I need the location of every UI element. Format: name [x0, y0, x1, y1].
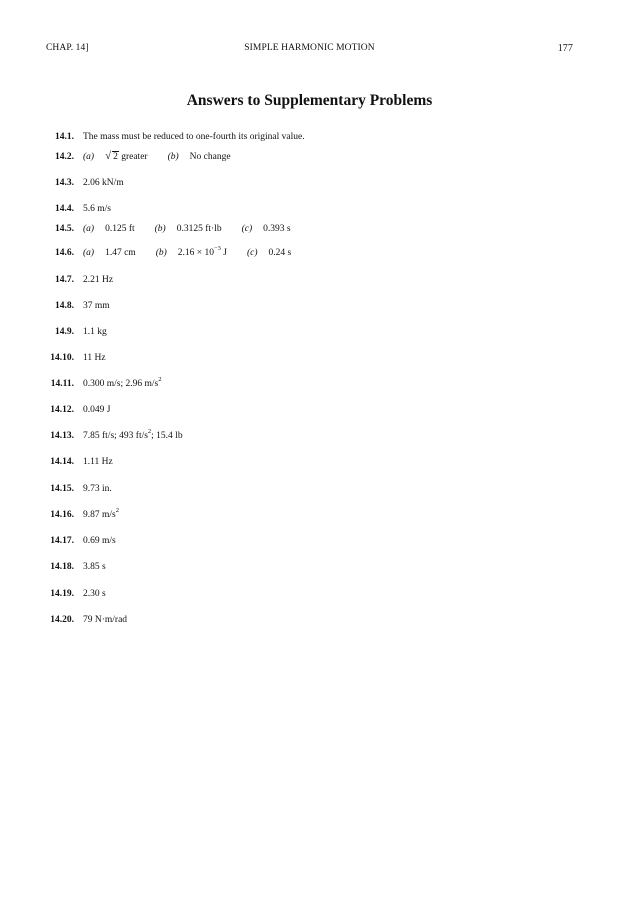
- answer-14-10: [0, 353, 619, 367]
- answer-text: [83, 506, 119, 520]
- answer-number: 14.4.: [55, 204, 74, 214]
- part-a-label: (a): [83, 224, 95, 234]
- part-b-exponent: −3: [214, 244, 221, 252]
- answer-text: 2.06 kN/m: [83, 178, 124, 188]
- answer-parts: [83, 224, 291, 234]
- answer-text: 5.6 m/s: [83, 204, 111, 214]
- exponent: 2: [158, 375, 162, 383]
- exponent: 2: [115, 506, 119, 514]
- answer-number: 14.7.: [55, 275, 74, 285]
- answer-number: 14.15.: [50, 484, 74, 494]
- running-title: SIMPLE HARMONIC MOTION: [244, 43, 375, 53]
- part-b-label: (b): [167, 152, 179, 162]
- part-a-text: 0.125 ft: [105, 224, 135, 234]
- answer-value: 9.87 m/s: [83, 510, 116, 520]
- answer-parts: [83, 152, 231, 162]
- part-b-text: 2.16 × 10: [177, 248, 214, 258]
- part-b-text: No change: [189, 152, 231, 162]
- answer-number: 14.12.: [50, 405, 74, 415]
- answer-14-14: [0, 457, 619, 471]
- answer-14-17: [0, 536, 619, 550]
- answer-text: 2.21 Hz: [83, 275, 114, 285]
- answer-14-7: [0, 275, 619, 289]
- answer-number: 14.6.: [55, 248, 74, 258]
- answer-number: 14.11.: [50, 379, 74, 389]
- chapter-label: CHAP. 14]: [46, 43, 89, 53]
- answer-14-9: [0, 327, 619, 341]
- exponent: 2: [147, 427, 152, 435]
- answer-text: [83, 375, 162, 389]
- part-c-label: (c): [247, 248, 258, 258]
- part-b-unit: J: [220, 248, 227, 258]
- answer-text: 1.1 kg: [83, 327, 107, 337]
- section-title: Answers to Supplementary Problems: [186, 92, 433, 109]
- answer-value: 0.300 m/s; 2.96 m/s: [83, 379, 159, 389]
- answer-number: 14.16.: [50, 510, 74, 520]
- answer-number: 14.19.: [50, 589, 74, 599]
- part-b-label: (b): [154, 224, 166, 234]
- page-number: 177: [557, 43, 573, 54]
- answer-number: 14.10.: [50, 353, 74, 363]
- answer-number: 14.1.: [55, 132, 74, 142]
- answer-14-19: [0, 589, 619, 603]
- answer-number: 14.14.: [50, 457, 74, 467]
- answer-14-1: [0, 132, 619, 146]
- answer-parts: [83, 244, 292, 258]
- answer-number: 14.18.: [50, 562, 74, 572]
- sqrt-symbol: √ 2: [105, 150, 118, 162]
- part-b-text: 0.3125 ft·lb: [176, 224, 222, 234]
- answer-14-4: [0, 204, 619, 218]
- answer-14-12: [0, 405, 619, 419]
- answer-14-11: [0, 375, 619, 393]
- answer-14-16: [0, 506, 619, 524]
- answer-text: 2.30 s: [83, 589, 106, 599]
- part-b-label: (b): [155, 248, 167, 258]
- part-c-label: (c): [241, 224, 253, 234]
- part-a-text: 1.47 cm: [105, 248, 136, 258]
- answer-text: 11 Hz: [83, 353, 106, 363]
- answer-text: 9.73 in.: [83, 484, 112, 494]
- part-a-label: (a): [83, 152, 95, 162]
- answer-text: 37 mm: [83, 301, 110, 311]
- answer-value: 7.85 ft/s; 493 ft/s: [83, 431, 148, 441]
- answer-14-13: [0, 427, 619, 445]
- answer-number: 14.20.: [50, 615, 74, 625]
- answer-text: The mass must be reduced to one-fourth its original value.: [83, 132, 305, 142]
- answer-14-20: [0, 615, 619, 629]
- answer-14-6: [0, 244, 619, 262]
- radicand: 2: [113, 152, 118, 162]
- answer-value-rest: ; 15.4 lb: [151, 431, 183, 441]
- answer-text: 0.69 m/s: [83, 536, 116, 546]
- answer-14-15: [0, 484, 619, 498]
- answer-14-5: [0, 224, 619, 238]
- answer-number: 14.2.: [55, 152, 74, 162]
- answer-text: [83, 427, 183, 441]
- answer-14-8: [0, 301, 619, 315]
- answer-text: 0.049 J: [83, 405, 111, 415]
- answer-number: 14.8.: [55, 301, 74, 311]
- answer-14-2: [0, 152, 619, 166]
- answer-text: 79 N·m/rad: [83, 615, 128, 625]
- answer-text: 3.85 s: [83, 562, 106, 572]
- part-c-text: 0.393 s: [263, 224, 291, 234]
- answer-14-18: [0, 562, 619, 576]
- answer-number: 14.3.: [55, 178, 74, 188]
- part-a-text: greater: [121, 152, 148, 162]
- running-header: [46, 43, 573, 57]
- answer-number: 14.5.: [55, 224, 74, 234]
- answer-text: 1.11 Hz: [83, 457, 113, 467]
- answer-number: 14.17.: [50, 536, 74, 546]
- answer-number: 14.9.: [55, 327, 74, 337]
- answer-14-3: [0, 178, 619, 192]
- answer-number: 14.13.: [50, 431, 74, 441]
- part-a-label: (a): [83, 248, 95, 258]
- part-c-text: 0.24 s: [268, 248, 292, 258]
